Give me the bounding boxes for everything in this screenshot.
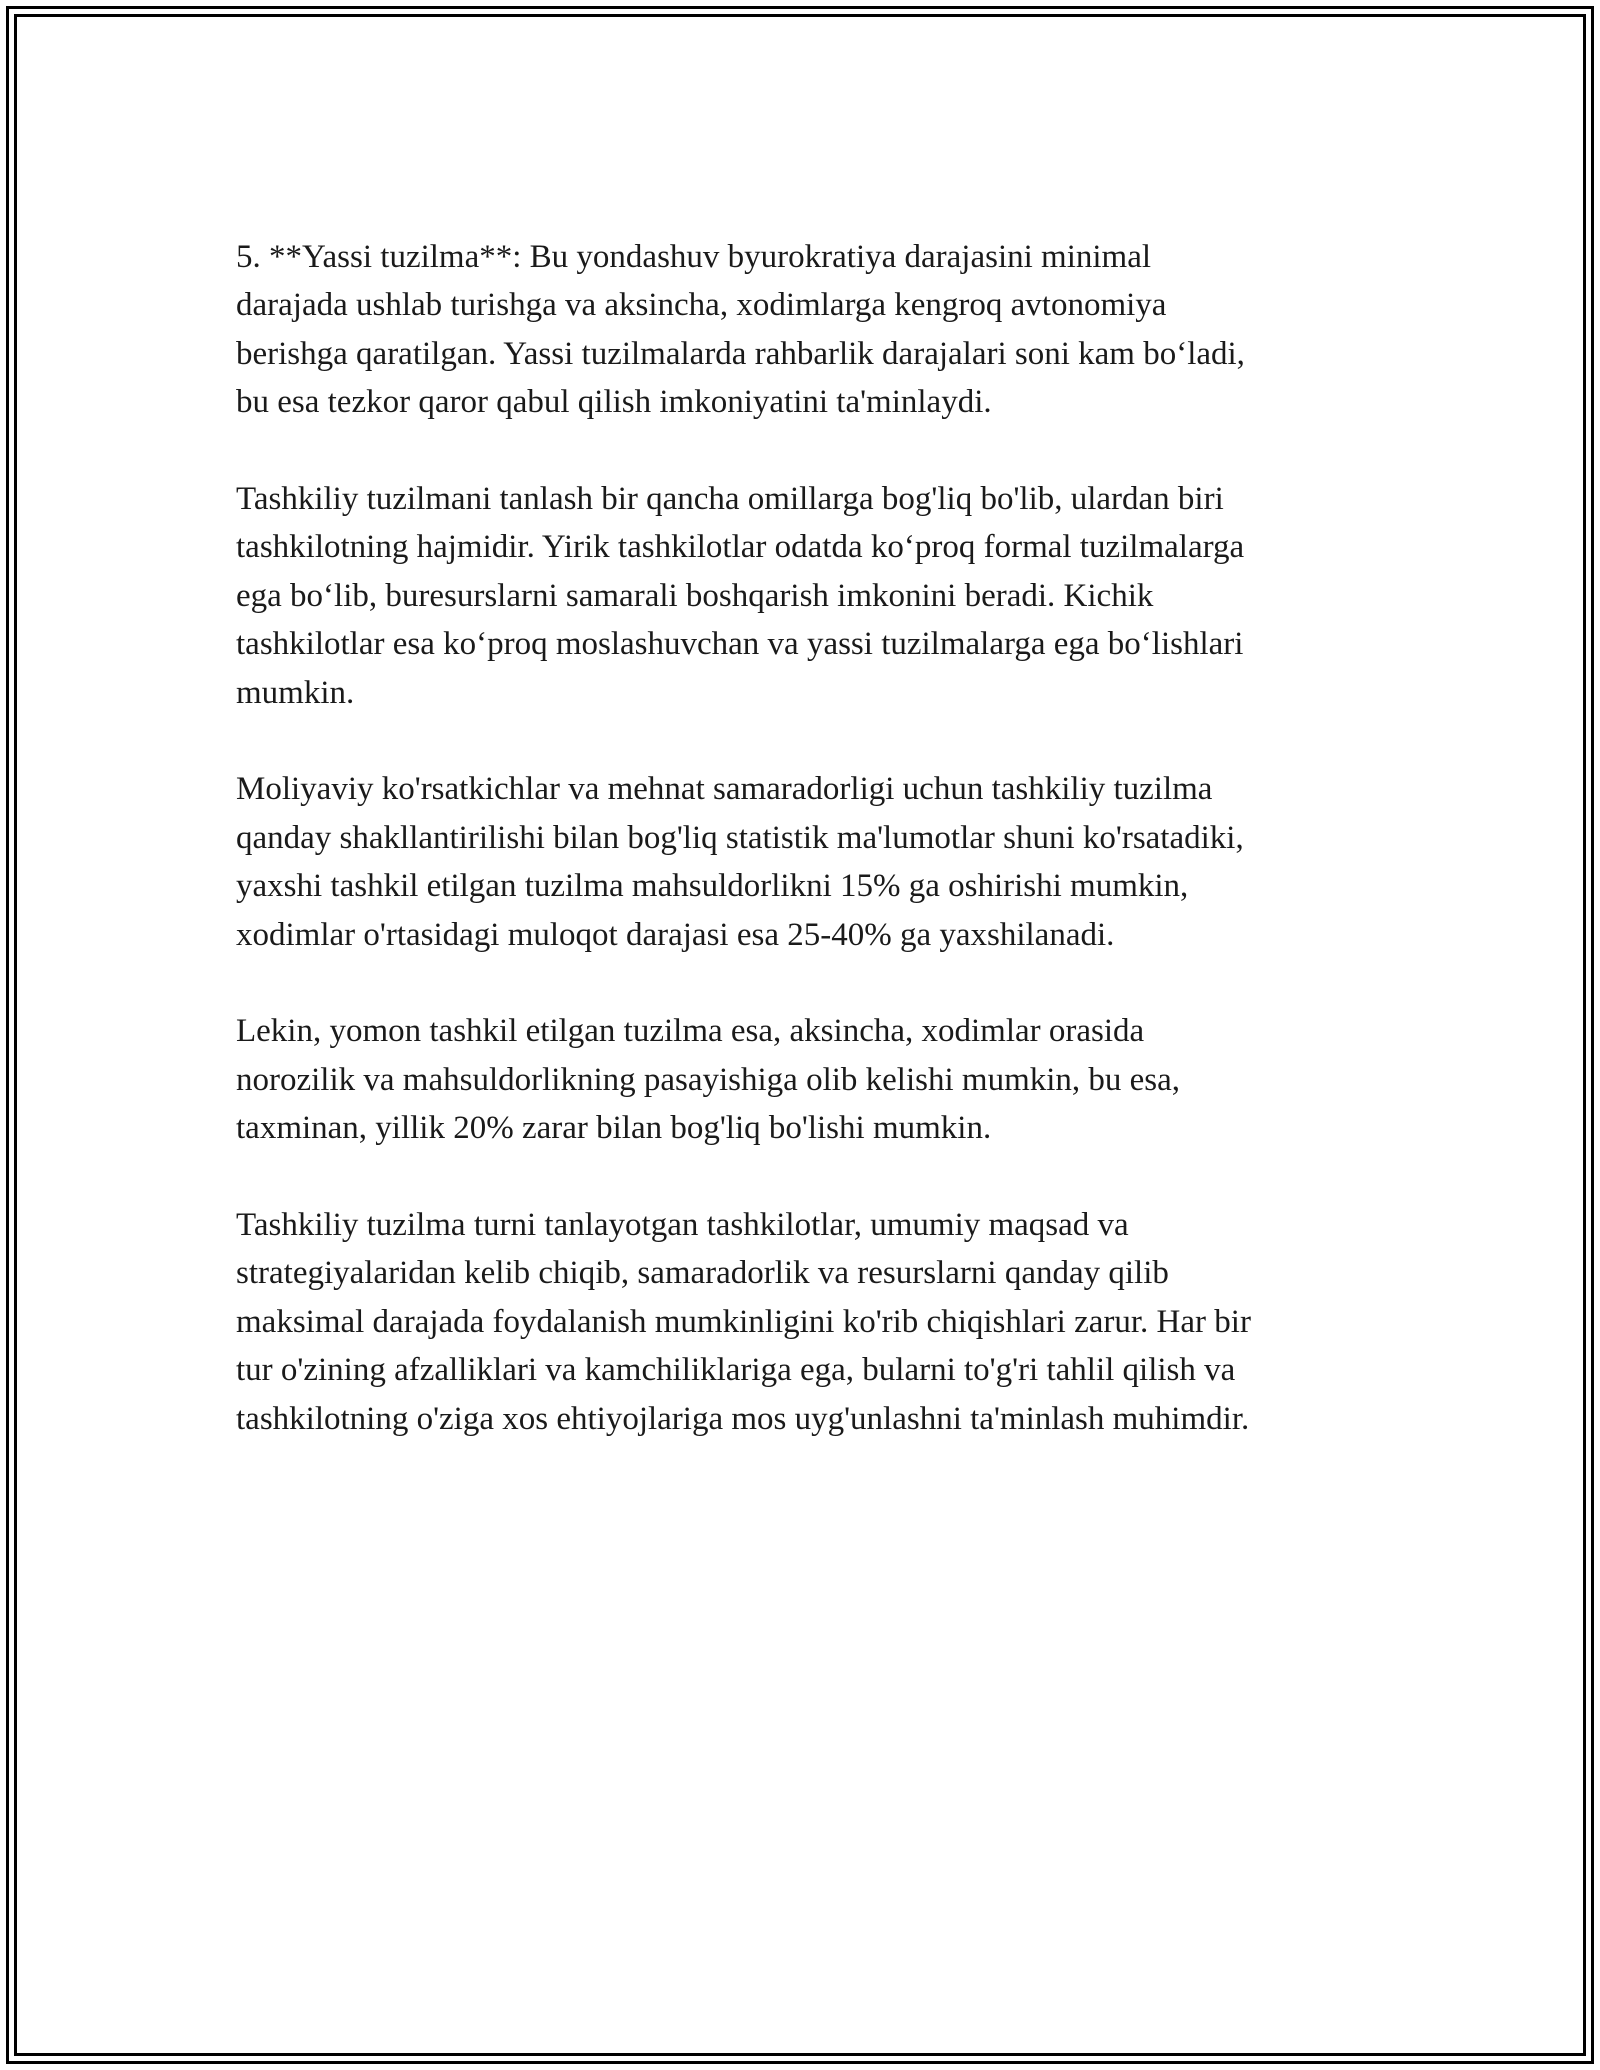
paragraph-poor-structure: Lekin, yomon tashkil etilgan tuzilma esa, aksincha, xodimlar orasida norozilik va mahsuldorlikning pasayishiga olib kelishi mumkin, bu esa, taxminan, yillik 20% zarar bilan bog'liq bo'lishi mumkin. [236, 1013, 1181, 1147]
paragraph-structure-choice: Tashkiliy tuzilmani tanlash bir qancha omillarga bog'liq bo'lib, ulardan biri tashkilotning hajmidir. Yirik tashkilotlar odatda ko‘proq formal tuzilmalarga ega bo‘lib, buresurslarni samarali boshqarish imkonini beradi. Kichik tashkilotlar esa ko‘proq moslashuvchan va yassi tuzilmalarga ega bo‘lishlari mumkin. [236, 481, 1245, 711]
paragraph-statistics: Moliyaviy ko'rsatkichlar va mehnat samaradorligi uchun tashkiliy tuzilma qanday shakllantirilishi bilan bog'liq statistik ma'lumotlar shuni ko'rsatadiki, yaxshi tashkil etilgan tuzilma mahsuldorlikni 15% ga oshirishi mumkin, xodimlar o'rtasidagi muloqot darajasi esa 25-40% ga yaxshilanadi. [236, 771, 1244, 953]
document-body [236, 233, 1366, 1491]
paragraph-conclusion: Tashkiliy tuzilma turni tanlayotgan tashkilotlar, umumiy maqsad va strategiyalaridan kelib chiqib, samaradorlik va resurslarni qanday qilib maksimal darajada foydalanish mumkinligini ko'rib chiqishlari zarur. Har bir tur o'zining afzalliklari va kamchiliklariga ega, bularni to'g'ri tahlil qilish va tashkilotning o'ziga xos ehtiyojlariga mos uyg'unlashni ta'minlash muhimdir. [236, 1207, 1251, 1437]
paragraph-flat-structure: 5. **Yassi tuzilma**: Bu yondashuv byurokratiya darajasini minimal darajada ushlab turishga va aksincha, xodimlarga kengroq avtonomiya berishga qaratilgan. Yassi tuzilmalarda rahbarlik darajalari soni kam bo‘ladi, bu esa tezkor qaror qabul qilish imkoniyatini ta'minlaydi. [236, 239, 1245, 421]
